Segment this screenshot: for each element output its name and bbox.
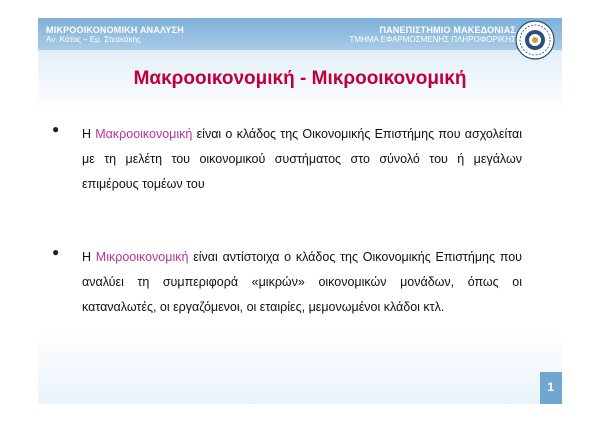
term-microeconomics: Μικροοικονομική xyxy=(95,250,189,264)
bullet-text xyxy=(82,245,522,320)
page-number: 1 xyxy=(547,380,554,394)
header-left xyxy=(46,25,184,45)
bullet-body: είναι αντίστοιχα ο κλάδος της Οικονομικής Επιστήμης που αναλύει τη συμπεριφορά «μικρών» οικονομικών μονάδων, όπως οι καταναλωτές, οι εργαζόμενοι, οι εταιρίες, μεμονωμένοι κλάδοι κτλ. xyxy=(82,250,522,314)
bullet-body: είναι ο κλάδος της Οικονομικής Επιστήμης που ασχολείται με τη μελέτη του οικονομικού συστήματος στο σύνολό του ή μεγάλων επιμέρους τομέων του xyxy=(82,127,523,191)
bullet-text xyxy=(82,122,522,197)
term-macroeconomics: Μακροοικονομική xyxy=(95,127,193,141)
bullet-dot-icon: ● xyxy=(52,122,60,136)
slide-title: Μακροοικονομική - Μικροοικονομική xyxy=(133,68,467,89)
bullet-dot-icon: ● xyxy=(52,245,60,259)
department-name: ΤΜΗΜΑ ΕΦΑΡΜΟΣΜΕΝΗΣ ΠΛΗΡΟΦΟΡΙΚΗΣ xyxy=(349,35,516,44)
university-name: ΠΑΝΕΠΙΣΤΗΜΙΟ ΜΑΚΕΔΟΝΙΑΣ xyxy=(379,25,516,35)
bullet-prefix: Η xyxy=(82,250,96,264)
slide xyxy=(38,18,562,404)
header-right xyxy=(349,25,516,45)
bullet-prefix: Η xyxy=(82,127,96,141)
course-title: ΜΙΚΡΟΟΙΚΟΝΟΜΙΚΗ ΑΝΑΛΥΣΗ xyxy=(46,25,184,35)
university-seal-icon xyxy=(514,19,556,61)
authors: Αν. Κάτος – Εμ. Στεακάκης xyxy=(46,35,141,44)
